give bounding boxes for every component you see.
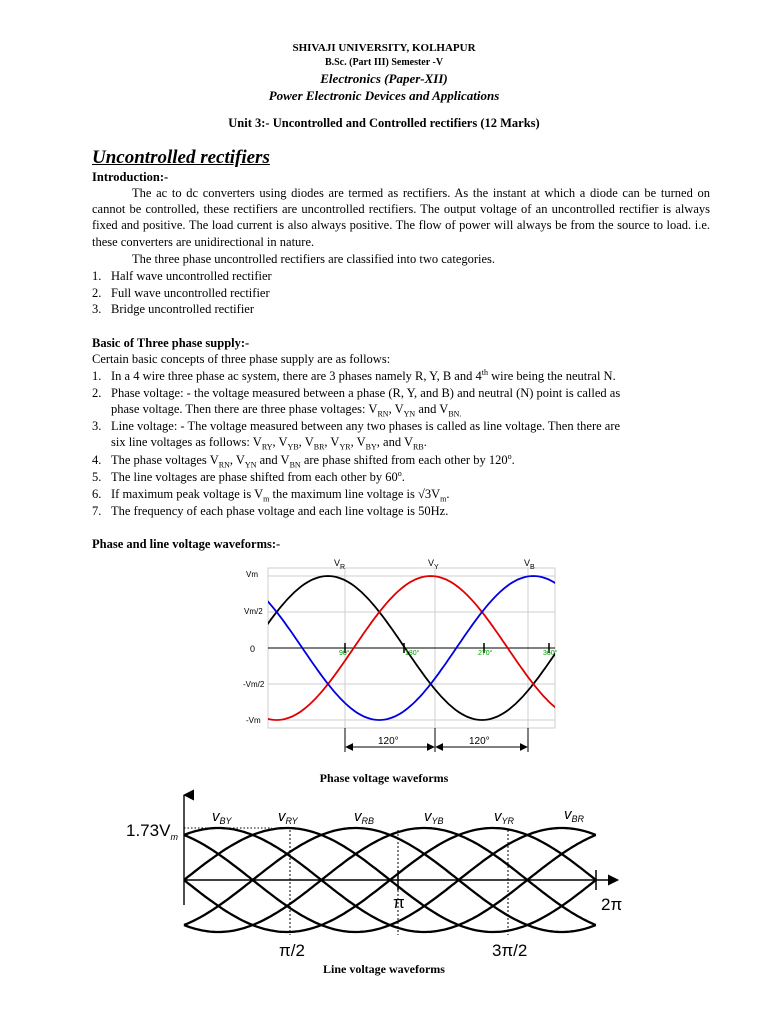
angle-label-90: 90° (339, 650, 350, 657)
phase-y-label-neg-vm: -Vm (246, 716, 261, 725)
angle-label-360: 360° (543, 650, 558, 657)
intro-paragraph: The ac to dc converters using diodes are termed as rectifiers. As the instant at which a diode can be turned on cannot be controlled, these rectifiers are uncontrolled rectifiers. The output voltage of an uncontrolled rectifier is always fixed and positive. The load current is also always positive. The flow of power will always be from the source to load. i.e. these converters are unidirectional in nature. (92, 186, 710, 249)
intro-classification: The three phase uncontrolled rectifiers are classified into two categories. (132, 252, 496, 266)
x-label-pi: π (393, 893, 405, 912)
gap-label-1: 120° (378, 736, 399, 747)
phase-y-label-vm2: Vm/2 (244, 607, 263, 616)
intro-heading: Introduction:- (92, 170, 169, 184)
curve-label-vry: $v_{RY}$ (278, 808, 298, 826)
line-y-label: $1.73V_m$ (126, 821, 178, 842)
phase-label-vr: $V_R$ (334, 558, 346, 571)
unit-title: Unit 3:- Uncontrolled and Controlled rectifiers (12 Marks) (228, 116, 540, 130)
line-caption: Line voltage waveforms (323, 962, 445, 976)
curve-label-vbr: $v_{BR}$ (564, 806, 585, 824)
x-label-2pi: 2π (601, 895, 623, 914)
phase-y-label-neg-vm2: -Vm/2 (243, 680, 265, 689)
course-name: B.Sc. (Part III) Semester -V (324, 57, 444, 68)
phase-caption: Phase voltage waveforms (319, 771, 449, 785)
x-label-pi-2: π/2 (279, 941, 305, 960)
phase-label-vb: $V_B$ (524, 558, 535, 571)
curve-label-vby: $v_{BY}$ (212, 808, 232, 826)
curve-label-vyr: $v_{YR}$ (494, 808, 515, 826)
waveforms-heading: Phase and line voltage waveforms:- (92, 537, 281, 551)
x-label-3pi-2: 3π/2 (492, 941, 528, 960)
university-name: SHIVAJI UNIVERSITY, KOLHAPUR (292, 42, 476, 54)
angle-label-270: 270° (478, 650, 493, 657)
section-title: Uncontrolled rectifiers (92, 147, 270, 168)
angle-label-180: 180° (405, 650, 420, 657)
phase-y-label-vm: Vm (246, 570, 258, 579)
supply-heading: Basic of Three phase supply:- (92, 336, 250, 350)
curve-label-vrb: $v_{RB}$ (354, 808, 375, 826)
phase-y-label-zero: 0 (250, 644, 256, 654)
supply-lead: Certain basic concepts of three phase supply are as follows: (92, 352, 391, 366)
subject-name: Power Electronic Devices and Applications (268, 88, 500, 103)
curve-label-vyb: $v_{YB}$ (424, 808, 444, 826)
phase-label-vy: $V_Y$ (428, 558, 439, 571)
gap-label-2: 120° (469, 736, 490, 747)
paper-name: Electronics (Paper-XII) (320, 71, 448, 86)
